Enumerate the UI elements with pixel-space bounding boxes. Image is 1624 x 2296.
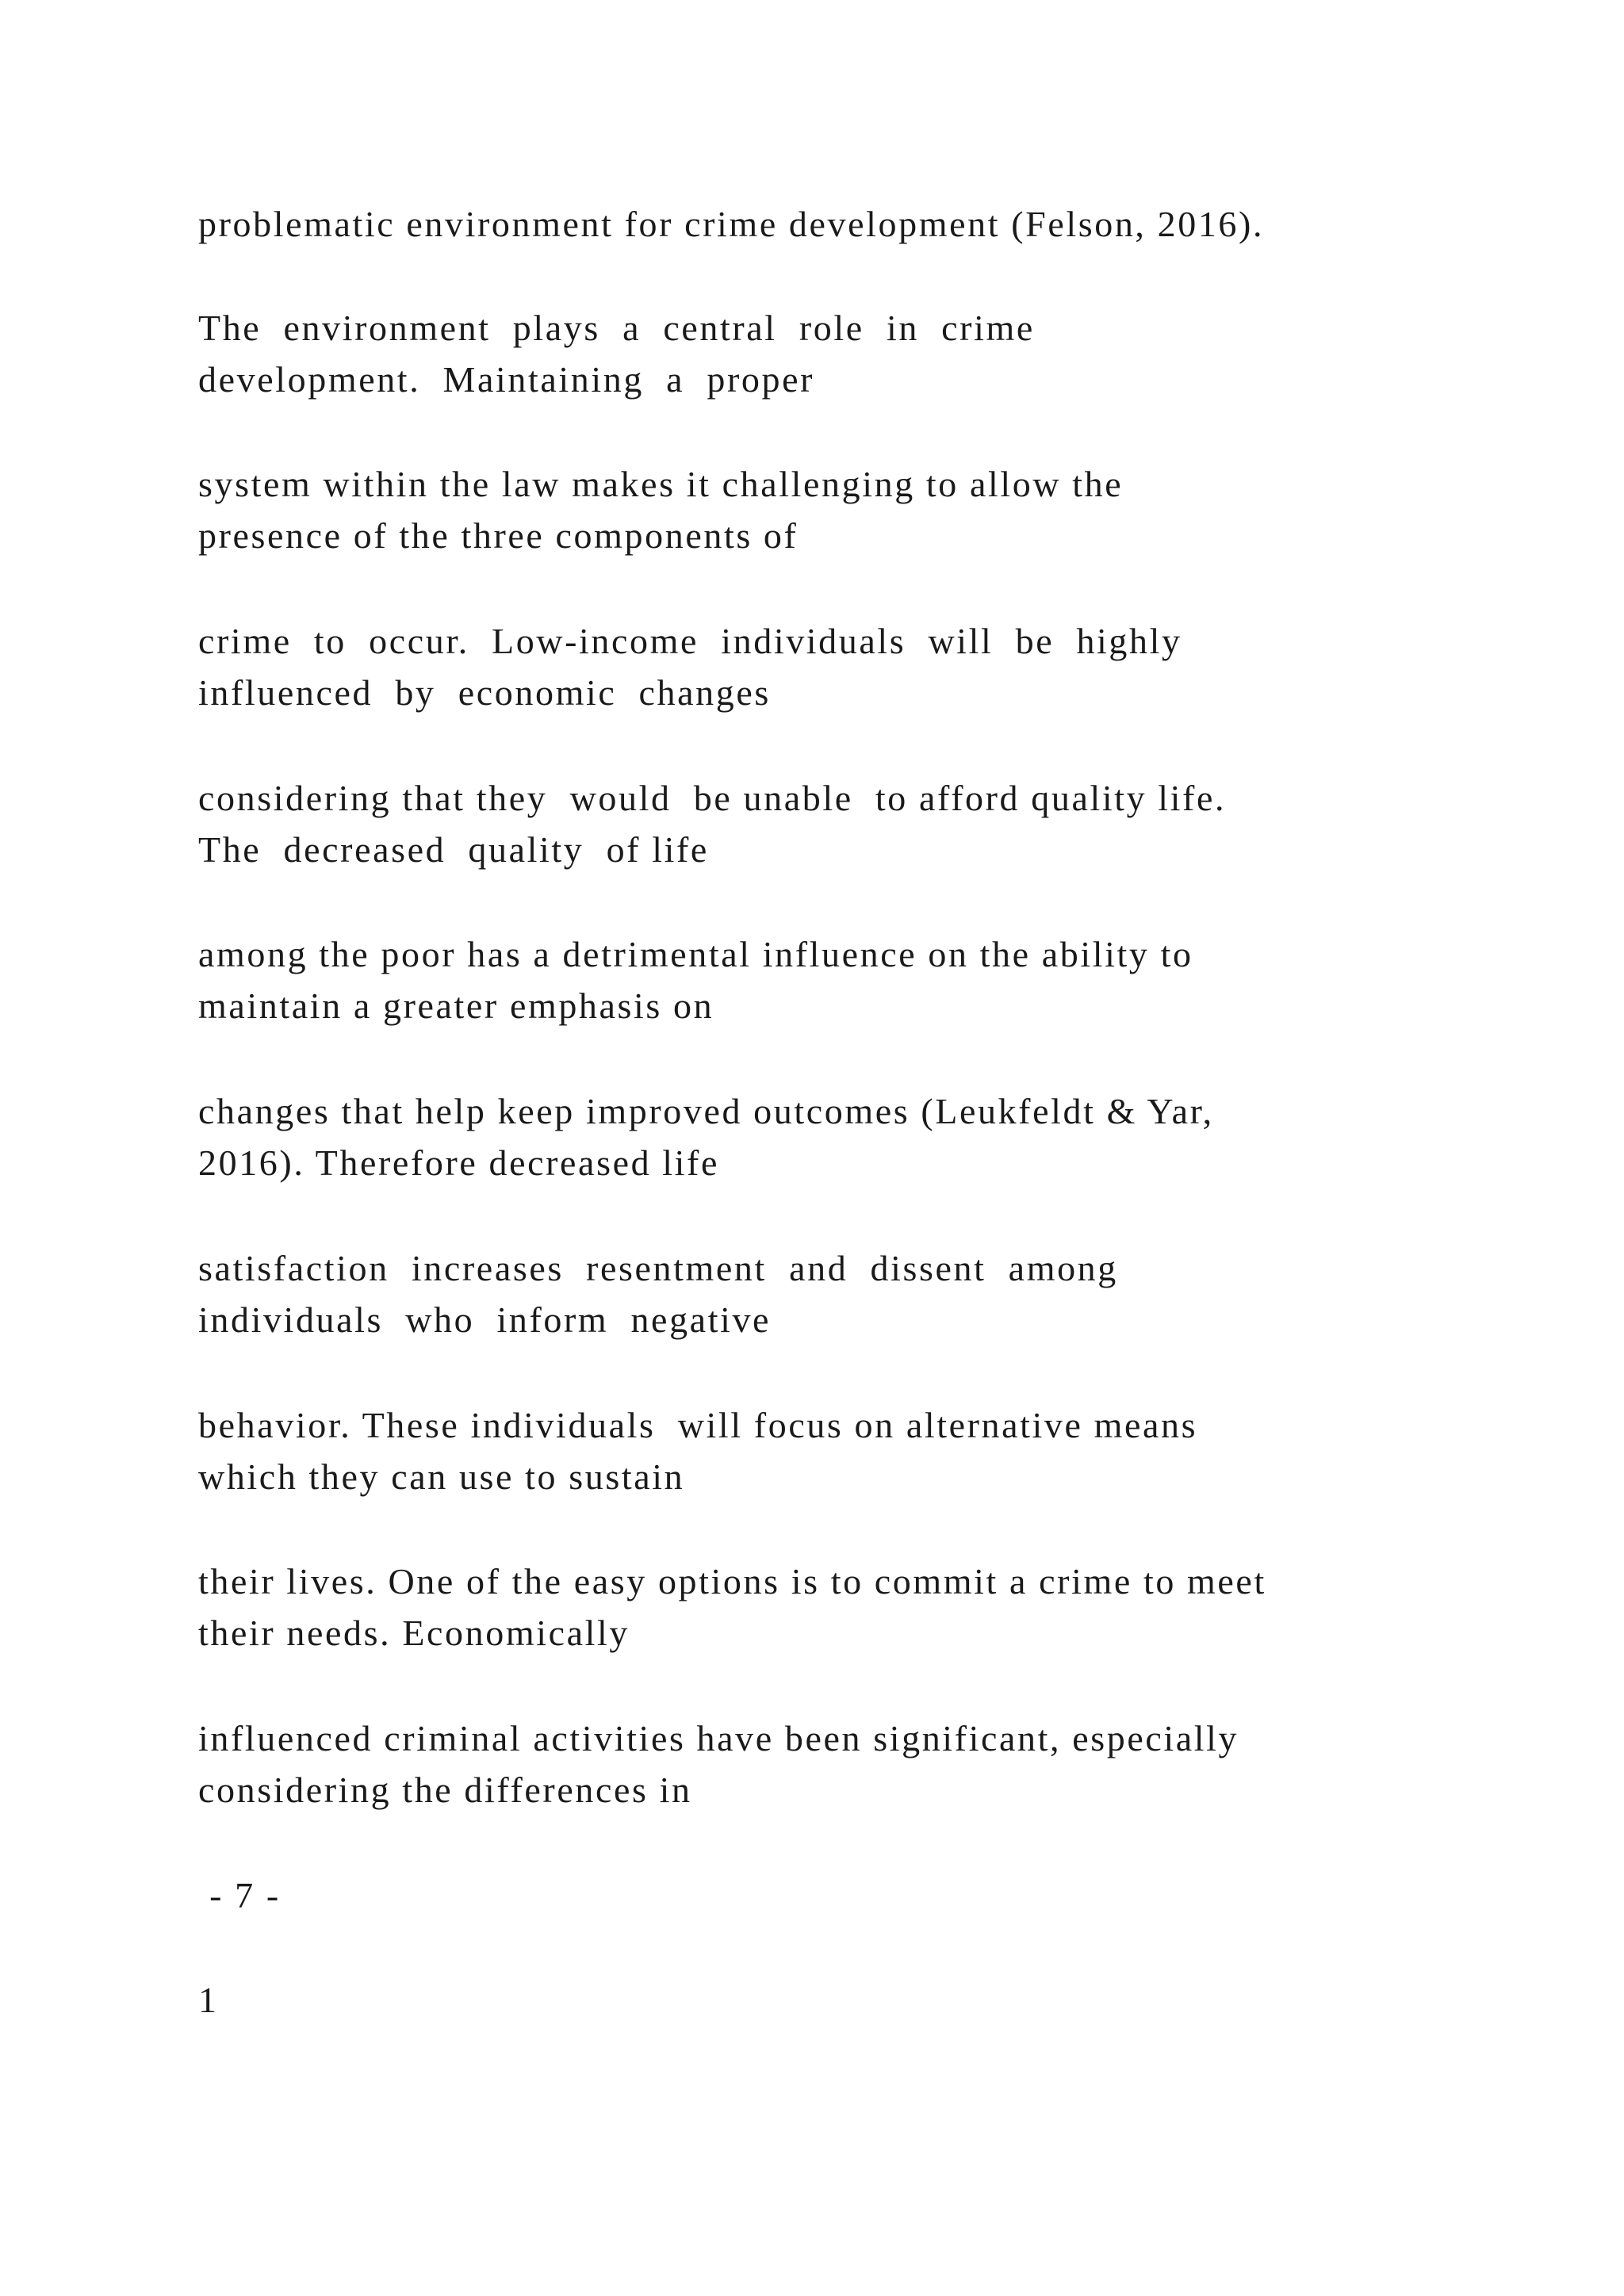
text-line: system within the law makes it challenging to allow the bbox=[198, 464, 1124, 504]
text-line: behavior. These individuals will focus on alternative means bbox=[198, 1405, 1198, 1445]
text-line: The environment plays a central role in crime bbox=[198, 308, 1035, 348]
page-number: - 7 - bbox=[198, 1875, 281, 1915]
text-line: 2016). Therefore decreased life bbox=[198, 1142, 719, 1183]
text-line: which they can use to sustain bbox=[198, 1456, 685, 1497]
text-line: changes that help keep improved outcomes (Leukfeldt & Yar, bbox=[198, 1091, 1214, 1131]
text-line: among the poor has a detrimental influence on the ability to bbox=[198, 934, 1193, 974]
text-line: crime to occur. Low-income individuals will be highly bbox=[198, 621, 1182, 661]
text-line: maintain a greater emphasis on bbox=[198, 985, 714, 1026]
text-line: individuals who inform negative bbox=[198, 1299, 772, 1340]
text-line: The decreased quality of life bbox=[198, 829, 709, 870]
text-line: their needs. Economically bbox=[198, 1613, 630, 1653]
text-line: satisfaction increases resentment and dissent among bbox=[198, 1248, 1118, 1288]
text-line: presence of the three components of bbox=[198, 515, 799, 556]
text-line: their lives. One of the easy options is to commit a crime to meet bbox=[198, 1561, 1266, 1601]
text-line: considering the differences in bbox=[198, 1770, 692, 1810]
text-line: influenced criminal activities have been significant, especially bbox=[198, 1718, 1239, 1758]
text-line: development. Maintaining a proper bbox=[198, 359, 815, 400]
text-line: influenced by economic changes bbox=[198, 672, 771, 713]
text-line: problematic environment for crime development (Felson, 2016). bbox=[198, 204, 1265, 244]
footer-number: 1 bbox=[198, 1980, 219, 2020]
text-line: considering that they would be unable to afford quality life. bbox=[198, 778, 1227, 818]
